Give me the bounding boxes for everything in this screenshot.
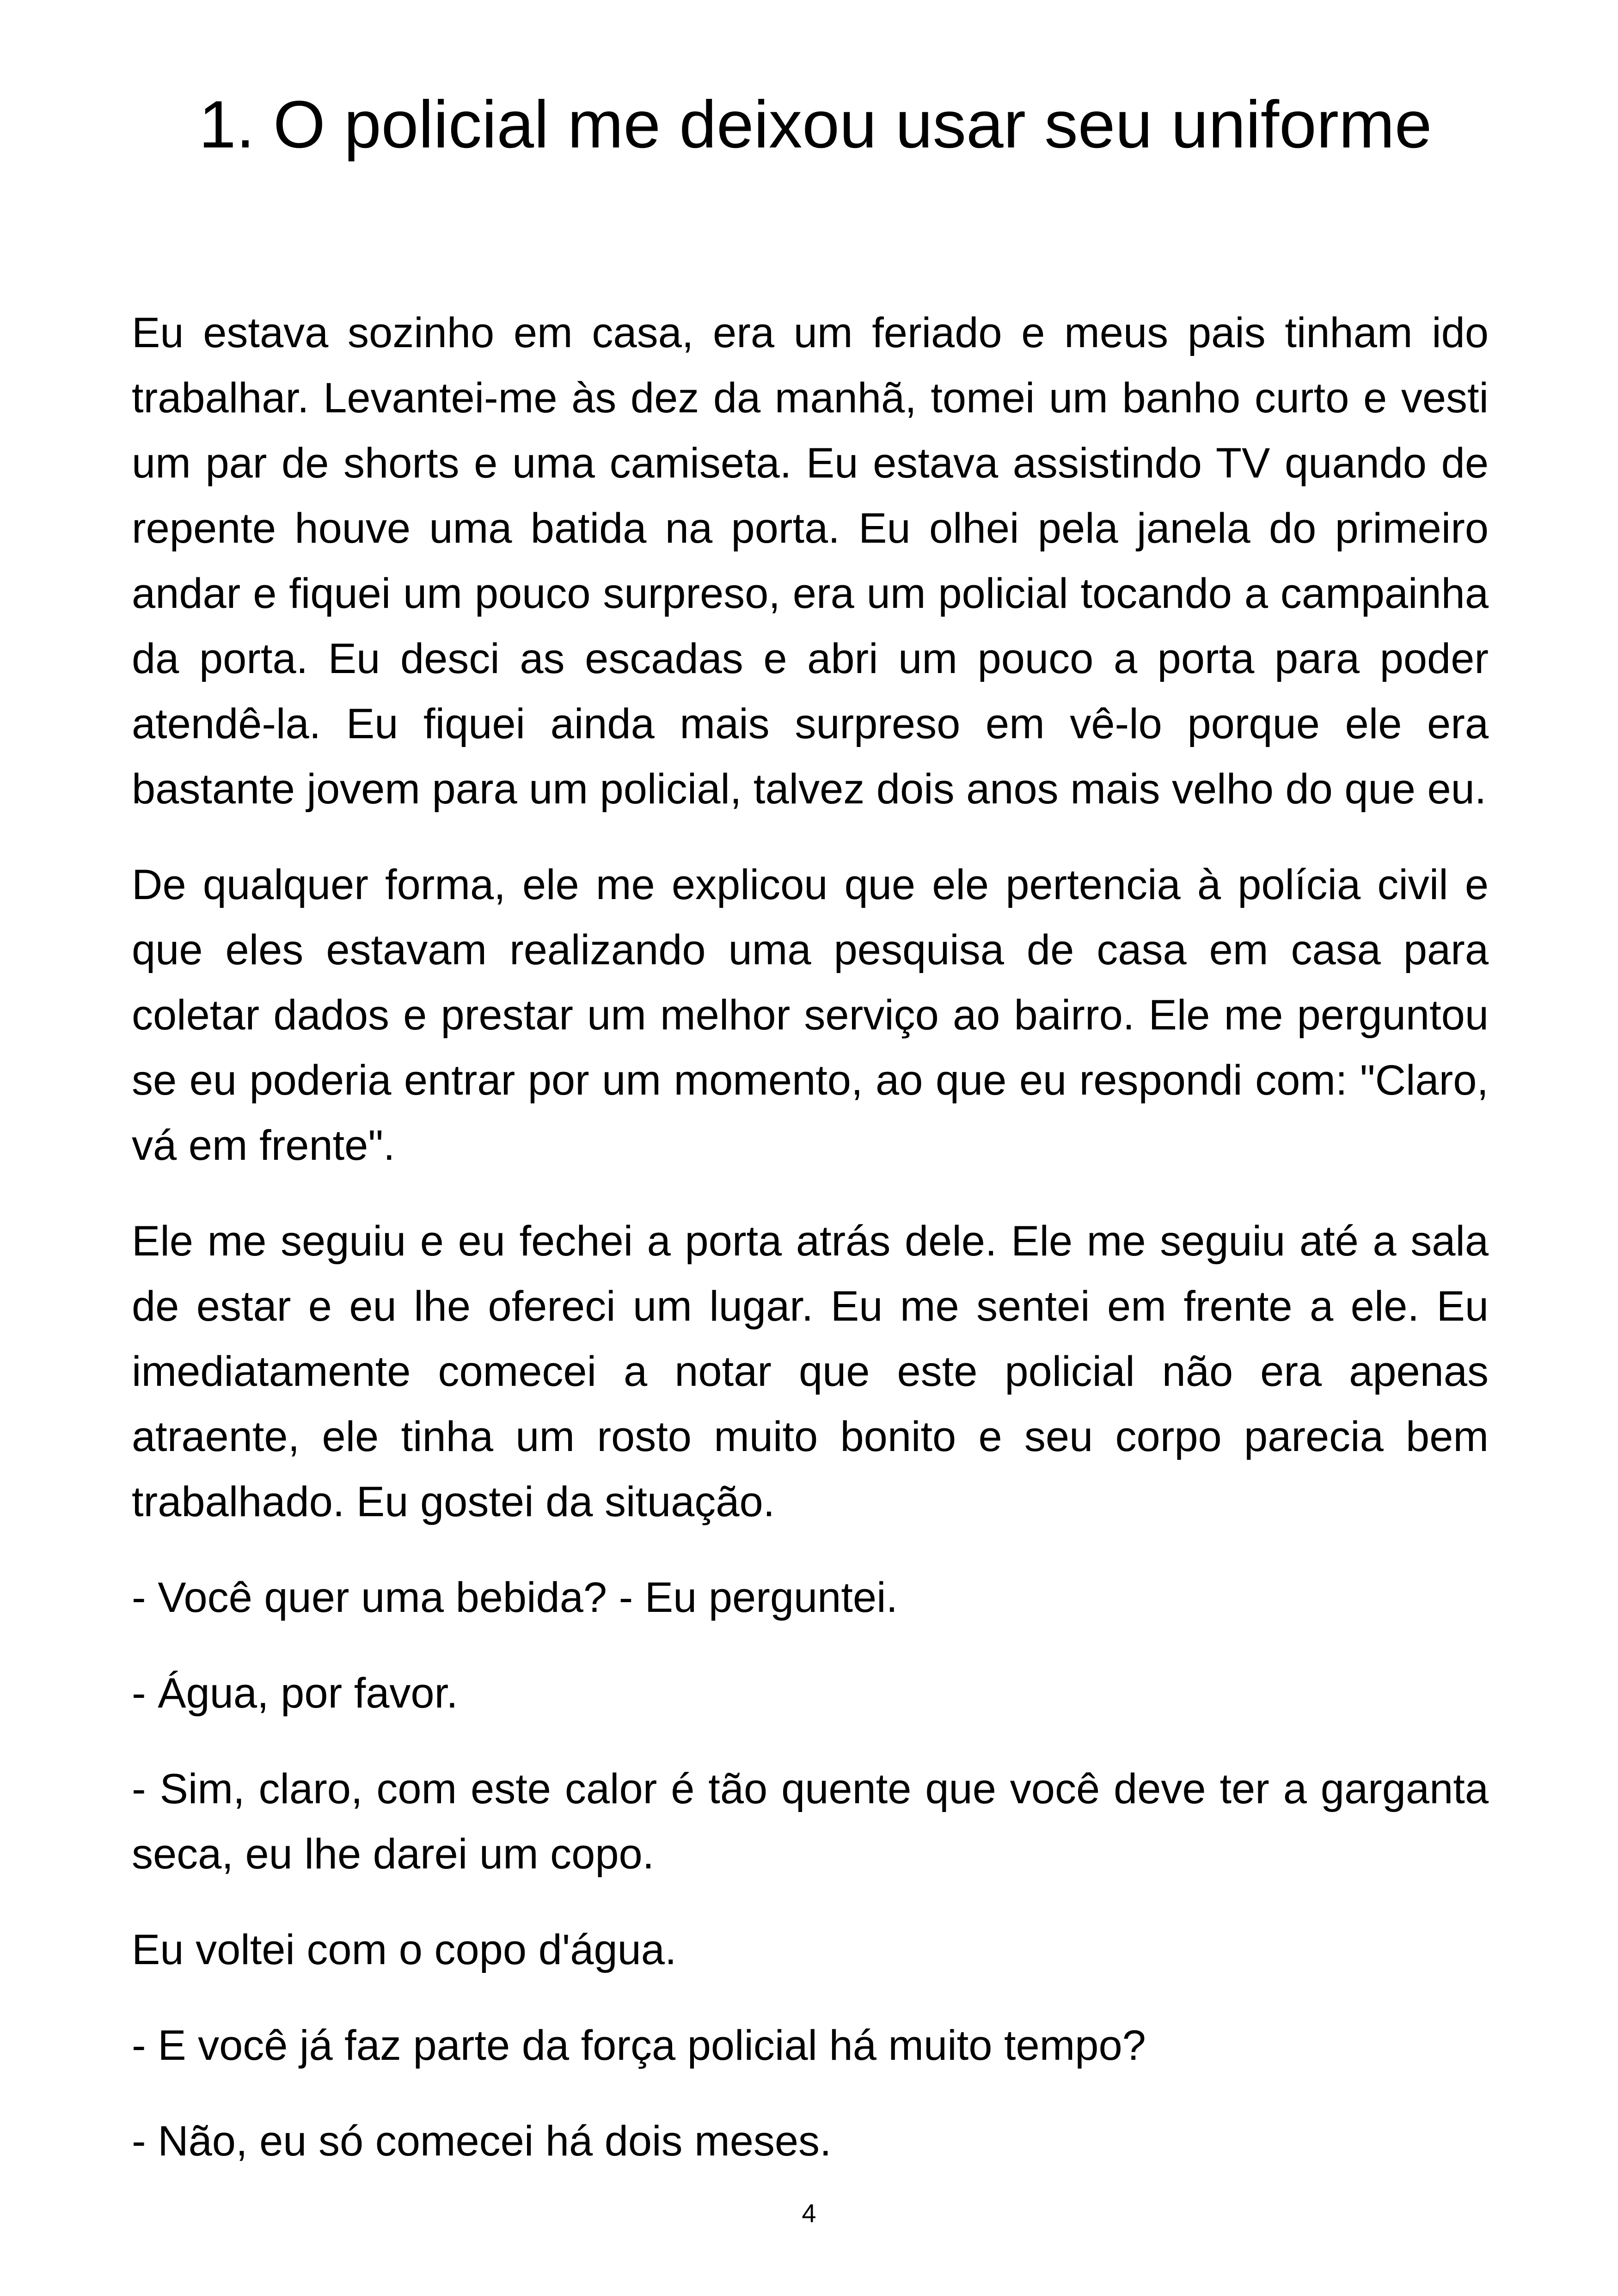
dialogue-line: - Não, eu só comecei há dois meses. (132, 2118, 832, 2165)
paragraph: Ele me seguiu e eu fechei a porta atrás dele. Ele me seguiu até a sala de estar e eu lhe ofereci um lugar. Eu me sentei em frente a ele. Eu imediatamente comecei a notar que este policial não era apenas atraente, ele tinha um rosto muito bonito e seu corpo parecia bem trabalhado. Eu gostei da situação. (132, 1218, 1489, 1525)
dialogue-line: - Sim, claro, com este calor é tão quente que você deve ter a garganta seca, eu lhe darei um copo. (132, 1765, 1489, 1878)
dialogue-line: - Água, por favor. (132, 1670, 458, 1717)
dialogue-line: - Você quer uma bebida? - Eu perguntei. (132, 1574, 898, 1621)
dialogue-line: - E você já faz parte da força policial há muito tempo? (132, 2022, 1146, 2069)
paragraph: De qualquer forma, ele me explicou que ele pertencia à polícia civil e que eles estavam realizando uma pesquisa de casa em casa para coletar dados e prestar um melhor serviço ao bairro. Ele me perguntou se eu poderia entrar por um momento, ao que eu respondi com: "Claro, vá em frente". (132, 861, 1489, 1169)
page-number: 4 (802, 2198, 816, 2228)
chapter-title-text: O policial me deixou usar seu uniforme (273, 87, 1432, 162)
chapter-title (199, 88, 1493, 162)
paragraph: Eu estava sozinho em casa, era um feriado e meus pais tinham ido trabalhar. Levantei-me às dez da manhã, tomei um banho curto e vesti um par de shorts e uma camiseta. Eu estava assistindo TV quando de repente houve uma batida na porta. Eu olhei pela janela do primeiro andar e fiquei um pouco surpreso, era um policial tocando a campainha da porta. Eu desci as escadas e abri um pouco a porta para poder atendê-la. Eu fiquei ainda mais surpreso em vê-lo porque ele era bastante jovem para um policial, talvez dois anos mais velho do que eu. (132, 309, 1489, 813)
body-text (132, 300, 1489, 2204)
paragraph: Eu voltei com o copo d'água. (132, 1926, 677, 1973)
chapter-number: 1. (199, 87, 255, 162)
